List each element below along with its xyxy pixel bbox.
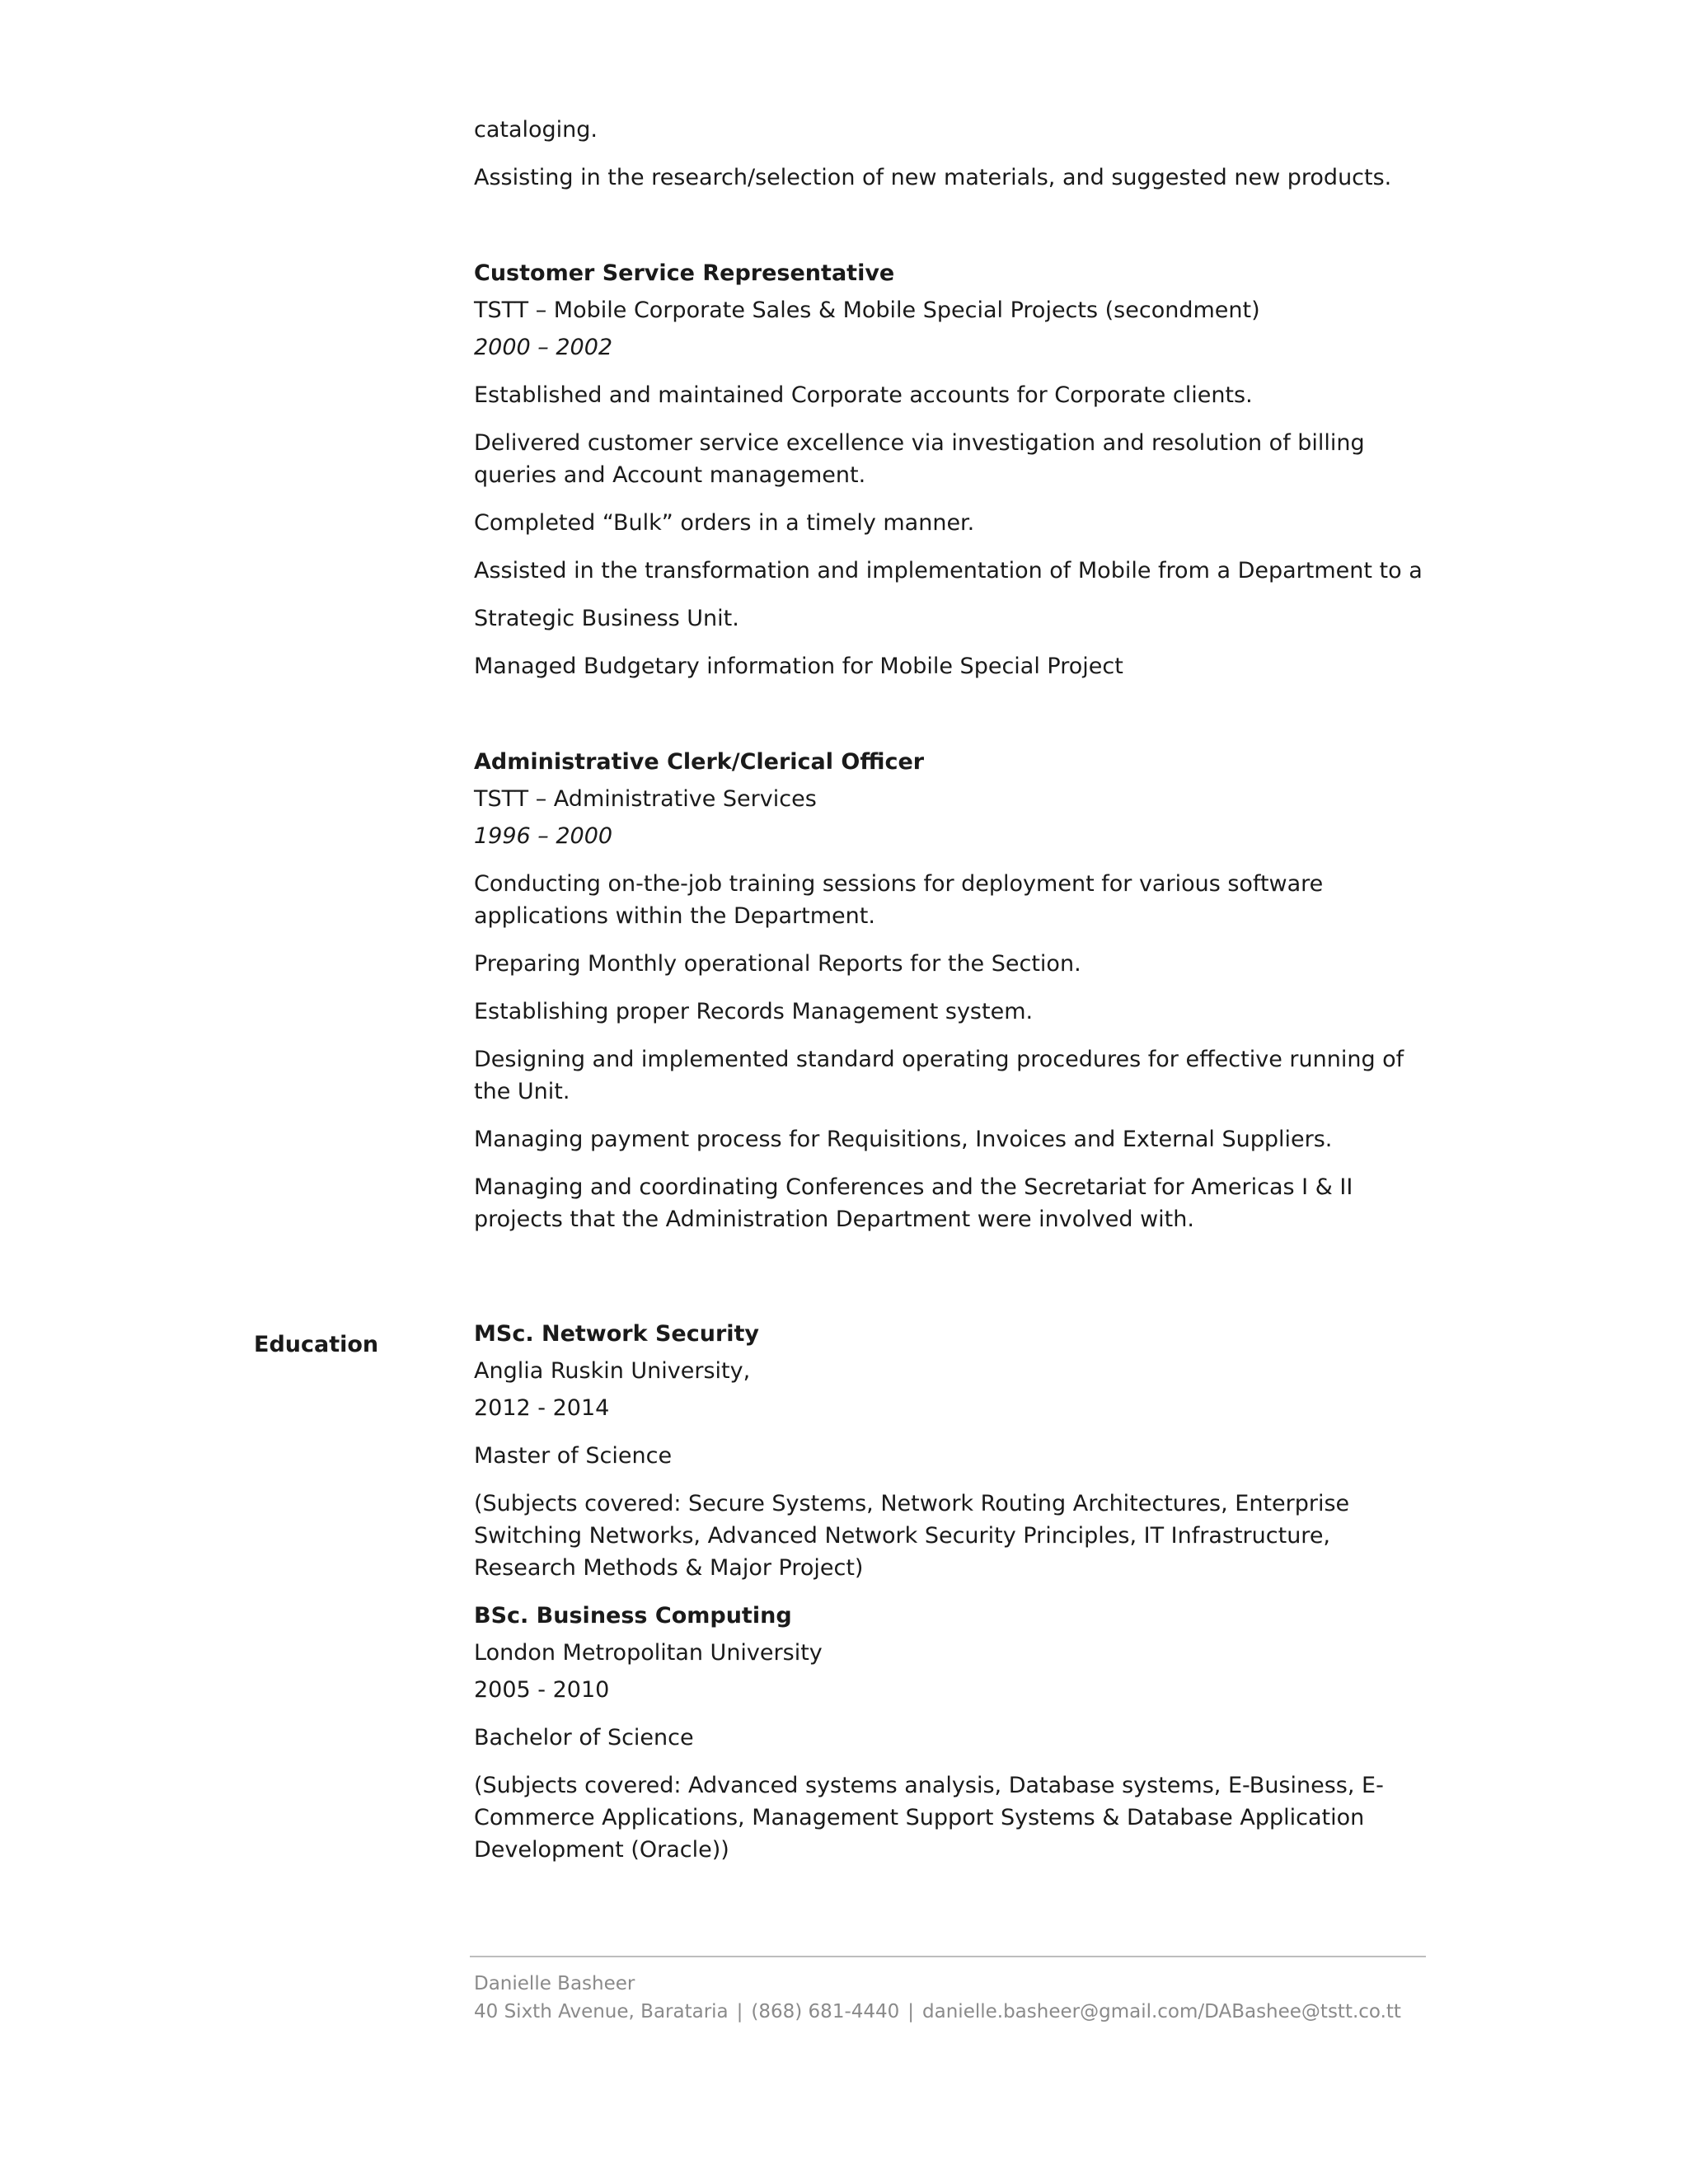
degree-subjects: (Subjects covered: Advanced systems analysis, Database systems, E-Business, E-Commerce Applications, Management Support Systems & Database Application Development (Oracle)) [474, 1773, 1384, 1863]
footer [474, 1970, 1463, 2026]
intro-line-2: Assisting in the research/selection of new materials, and suggested new products. [474, 165, 1392, 190]
job-duty: Strategic Business Unit. [474, 606, 739, 631]
degree-bsc [474, 1600, 1430, 1866]
degree-award: Bachelor of Science [474, 1725, 694, 1750]
job-duty: Managed Budgetary information for Mobile Special Project [474, 654, 1123, 679]
section-label-education: Education [254, 1332, 379, 1357]
degree-dates: 2005 - 2010 [474, 1677, 610, 1703]
footer-name: Danielle Basheer [474, 1973, 635, 1994]
job-duty: Assisted in the transformation and implementation of Mobile from a Department to a [474, 558, 1423, 583]
job-dates: 2000 – 2002 [474, 335, 613, 360]
spacer [474, 209, 1430, 257]
job-duty: Managing payment process for Requisitions, Invoices and External Suppliers. [474, 1127, 1333, 1152]
degree-msc [474, 1318, 1430, 1584]
degree-award: Master of Science [474, 1443, 673, 1469]
footer-email: danielle.basheer@gmail.com/DABashee@tstt.co.tt [922, 2001, 1401, 2022]
footer-phone: (868) 681-4440 [751, 2001, 900, 2022]
degree-subjects: (Subjects covered: Secure Systems, Network Routing Architectures, Enterprise Switching Networks, Advanced Network Security Principles, IT Infrastructure, Research Methods & Major Project) [474, 1491, 1350, 1581]
degree-dates: 2012 - 2014 [474, 1395, 610, 1421]
job-organization: TSTT – Mobile Corporate Sales & Mobile Special Projects (secondment) [474, 298, 1260, 323]
degree-school: Anglia Ruskin University, [474, 1358, 751, 1384]
job-dates: 1996 – 2000 [474, 823, 613, 849]
footer-divider [470, 1956, 1426, 1957]
footer-contact [474, 1998, 1463, 2026]
job-duty: Establishing proper Records Management system. [474, 999, 1034, 1024]
job-title: Customer Service Representative [474, 260, 895, 286]
job-duty: Designing and implemented standard operating procedures for effective running of the Unit. [474, 1047, 1404, 1104]
job-administrative-clerk [474, 746, 1430, 1235]
spacer [474, 698, 1430, 746]
job-organization: TSTT – Administrative Services [474, 786, 817, 812]
footer-address: 40 Sixth Avenue, Barataria [474, 2001, 729, 2022]
job-duty: Delivered customer service excellence via investigation and resolution of billing queries and Account management. [474, 430, 1365, 488]
job-duty: Completed “Bulk” orders in a timely manner. [474, 510, 975, 536]
job-duty: Preparing Monthly operational Reports for the Section. [474, 951, 1081, 977]
spacer [474, 1251, 1430, 1318]
main-content [474, 114, 1430, 1882]
job-duty: Established and maintained Corporate accounts for Corporate clients. [474, 382, 1253, 408]
job-title: Administrative Clerk/Clerical Officer [474, 749, 925, 775]
job-customer-service [474, 257, 1430, 682]
footer-separator: | [736, 2001, 743, 2022]
intro-line-1: cataloging. [474, 117, 598, 143]
degree-school: London Metropolitan University [474, 1640, 823, 1666]
degree-title: MSc. Network Security [474, 1321, 760, 1347]
job-duty: Conducting on-the-job training sessions for deployment for various software applications within the Department. [474, 871, 1324, 929]
degree-title: BSc. Business Computing [474, 1603, 792, 1629]
job-duty: Managing and coordinating Conferences and the Secretariat for Americas I & II projects that the Administration Department were involved with. [474, 1174, 1353, 1232]
footer-separator: | [907, 2001, 915, 2022]
